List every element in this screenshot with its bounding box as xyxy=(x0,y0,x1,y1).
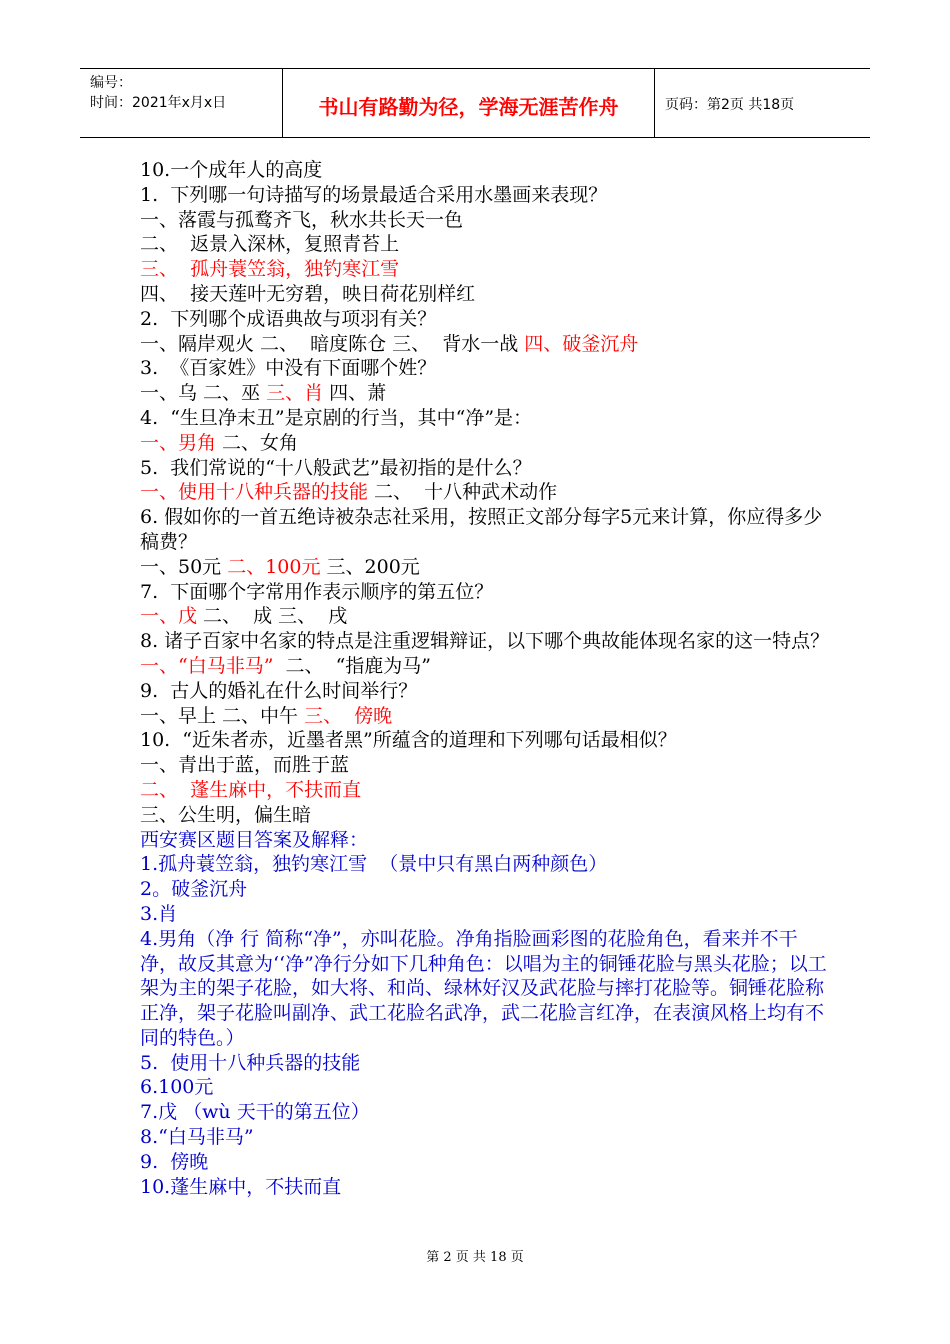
text-line xyxy=(140,902,830,927)
explanation-text: 6.100元 xyxy=(140,1076,214,1099)
question-text: 二、 成 三、 戌 xyxy=(197,605,348,628)
text-line xyxy=(140,480,830,505)
text-line xyxy=(140,803,830,828)
answer-text: 四、破釜沉舟 xyxy=(524,332,639,355)
question-text: 二、 十八种武术动作 xyxy=(368,481,558,504)
answer-text: 三、 孤舟蓑笠翁，独钓寒江雪 xyxy=(140,258,400,281)
text-line xyxy=(140,927,830,1051)
text-line xyxy=(140,381,830,406)
question-text: 8. 诸子百家中名家的特点是注重逻辑辩证，以下哪个典故能体现名家的这一特点？ xyxy=(140,630,830,653)
text-line xyxy=(140,877,830,902)
text-line xyxy=(140,679,830,704)
header-meta xyxy=(80,69,283,137)
question-text: 9. 古人的婚礼在什么时间举行？ xyxy=(140,679,418,702)
text-line xyxy=(140,1150,830,1175)
question-text: 二、 “指鹿为马” xyxy=(273,654,432,677)
question-text: 二、女角 xyxy=(216,431,299,454)
text-line xyxy=(140,505,830,555)
date-label: 时间：2021年x月x日 xyxy=(90,95,227,111)
text-line xyxy=(140,456,830,481)
text-line xyxy=(140,282,830,307)
text-line xyxy=(140,580,830,605)
answer-text: 二、100元 xyxy=(227,555,321,578)
question-text: 4. “生旦净末丑”是京剧的行当，其中“净”是： xyxy=(140,406,533,429)
text-line xyxy=(140,704,830,729)
question-text: 一、隔岸观火 二、 暗度陈仓 三、 背水一战 xyxy=(140,332,525,355)
answer-text: 一、男角 xyxy=(140,431,217,454)
question-text: 1. 下列哪一句诗描写的场景最适合采用水墨画来表现？ xyxy=(140,183,608,206)
question-text: 3. 《百家姓》中没有下面哪个姓？ xyxy=(140,357,437,380)
text-line xyxy=(140,232,830,257)
answer-text: 一、“白马非马” xyxy=(140,654,274,677)
question-text: 二、 返景入深林，复照青苔上 xyxy=(140,233,400,256)
question-text: 2. 下列哪个成语典故与项羽有关？ xyxy=(140,307,437,330)
answer-text: 一、使用十八种兵器的技能 xyxy=(140,481,369,504)
text-line xyxy=(140,1175,830,1200)
explanation-text: 10.蓬生麻中，不扶而直 xyxy=(140,1175,342,1198)
text-line xyxy=(140,629,830,654)
question-text: 一、50元 xyxy=(140,555,228,578)
explanation-text: 5. 使用十八种兵器的技能 xyxy=(140,1051,361,1074)
text-line xyxy=(140,332,830,357)
text-line xyxy=(140,778,830,803)
page-header xyxy=(80,68,870,138)
question-text: 三、公生明，偏生暗 xyxy=(140,803,312,826)
document-body xyxy=(140,158,830,1199)
header-page-number: 页码：第2页 共18页 xyxy=(665,97,795,113)
question-text: 一、早上 二、中午 xyxy=(140,704,305,727)
text-line xyxy=(140,431,830,456)
header-motto: 书山有路勤为径，学海无涯苦作舟 xyxy=(283,69,655,137)
text-line xyxy=(140,406,830,431)
explanation-text: 2。破釜沉舟 xyxy=(140,878,248,901)
answer-text: 三、 傍晚 xyxy=(304,704,393,727)
text-line xyxy=(140,208,830,233)
text-line xyxy=(140,555,830,580)
explanation-text: 8.“白马非马” xyxy=(140,1126,254,1149)
text-line xyxy=(140,604,830,629)
text-line xyxy=(140,1075,830,1100)
text-line xyxy=(140,654,830,679)
explanation-text: 9. 傍晚 xyxy=(140,1150,209,1173)
question-text: 7. 下面哪个字常用作表示顺序的第五位？ xyxy=(140,580,494,603)
text-line xyxy=(140,1125,830,1150)
question-text: 四、 接天莲叶无穷碧，映日荷花别样红 xyxy=(140,282,476,305)
question-text: 10. “近朱者赤，近墨者黑”所蕴含的道理和下列哪句话最相似？ xyxy=(140,729,677,752)
text-line xyxy=(140,753,830,778)
explanation-text: 1.孤舟蓑笠翁，独钓寒江雪 （景中只有黑白两种颜色） xyxy=(140,853,608,876)
text-line xyxy=(140,307,830,332)
answer-text: 三、肖 xyxy=(266,382,324,405)
explanation-text: 4.男角（净 行 简称“净”，亦叫花脸。净角指脸画彩图的花脸角色，看来并不干净，故反其意为‘‘净”净行分如下几种角色：以唱为主的铜锤花脸与黑头花脸；以工架为主的架子花脸，如大将、和尚、绿林好汉及武花脸与摔打花脸等。铜锤花脸称正净，架子花脸叫副净、武工花脸名武净，武二花脸言红净，在表演风格上均有不同的特色。） xyxy=(140,927,827,1049)
question-text: 5. 我们常说的“十八般武艺”最初指的是什么？ xyxy=(140,456,532,479)
text-line xyxy=(140,158,830,183)
code-label: 编号： xyxy=(90,75,132,91)
question-text: 10.一个成年人的高度 xyxy=(140,159,323,181)
page-footer: 第 2 页 共 18 页 xyxy=(426,1250,524,1265)
text-line xyxy=(140,183,830,208)
text-line xyxy=(140,257,830,282)
question-text: 三、200元 xyxy=(320,555,420,578)
text-line xyxy=(140,356,830,381)
text-line xyxy=(140,828,830,853)
text-line xyxy=(140,852,830,877)
question-text: 6. 假如你的一首五绝诗被杂志社采用，按照正文部分每字5元来计算，你应得多少稿费？ xyxy=(140,506,823,553)
text-line xyxy=(140,1100,830,1125)
answer-text: 一、戊 xyxy=(140,605,198,628)
question-text: 一、乌 二、巫 xyxy=(140,382,267,405)
explanation-text: 西安赛区题目答案及解释： xyxy=(140,828,369,851)
answer-text: 二、 蓬生麻中，不扶而直 xyxy=(140,778,362,801)
text-line xyxy=(140,1051,830,1076)
question-text: 一、落霞与孤鹜齐飞，秋水共长天一色 xyxy=(140,208,464,231)
explanation-text: 3.肖 xyxy=(140,902,178,925)
explanation-text: 7.戊 （wù 天干的第五位） xyxy=(140,1101,370,1124)
question-text: 四、萧 xyxy=(323,382,387,405)
question-text: 一、青出于蓝，而胜于蓝 xyxy=(140,754,350,777)
text-line xyxy=(140,728,830,753)
